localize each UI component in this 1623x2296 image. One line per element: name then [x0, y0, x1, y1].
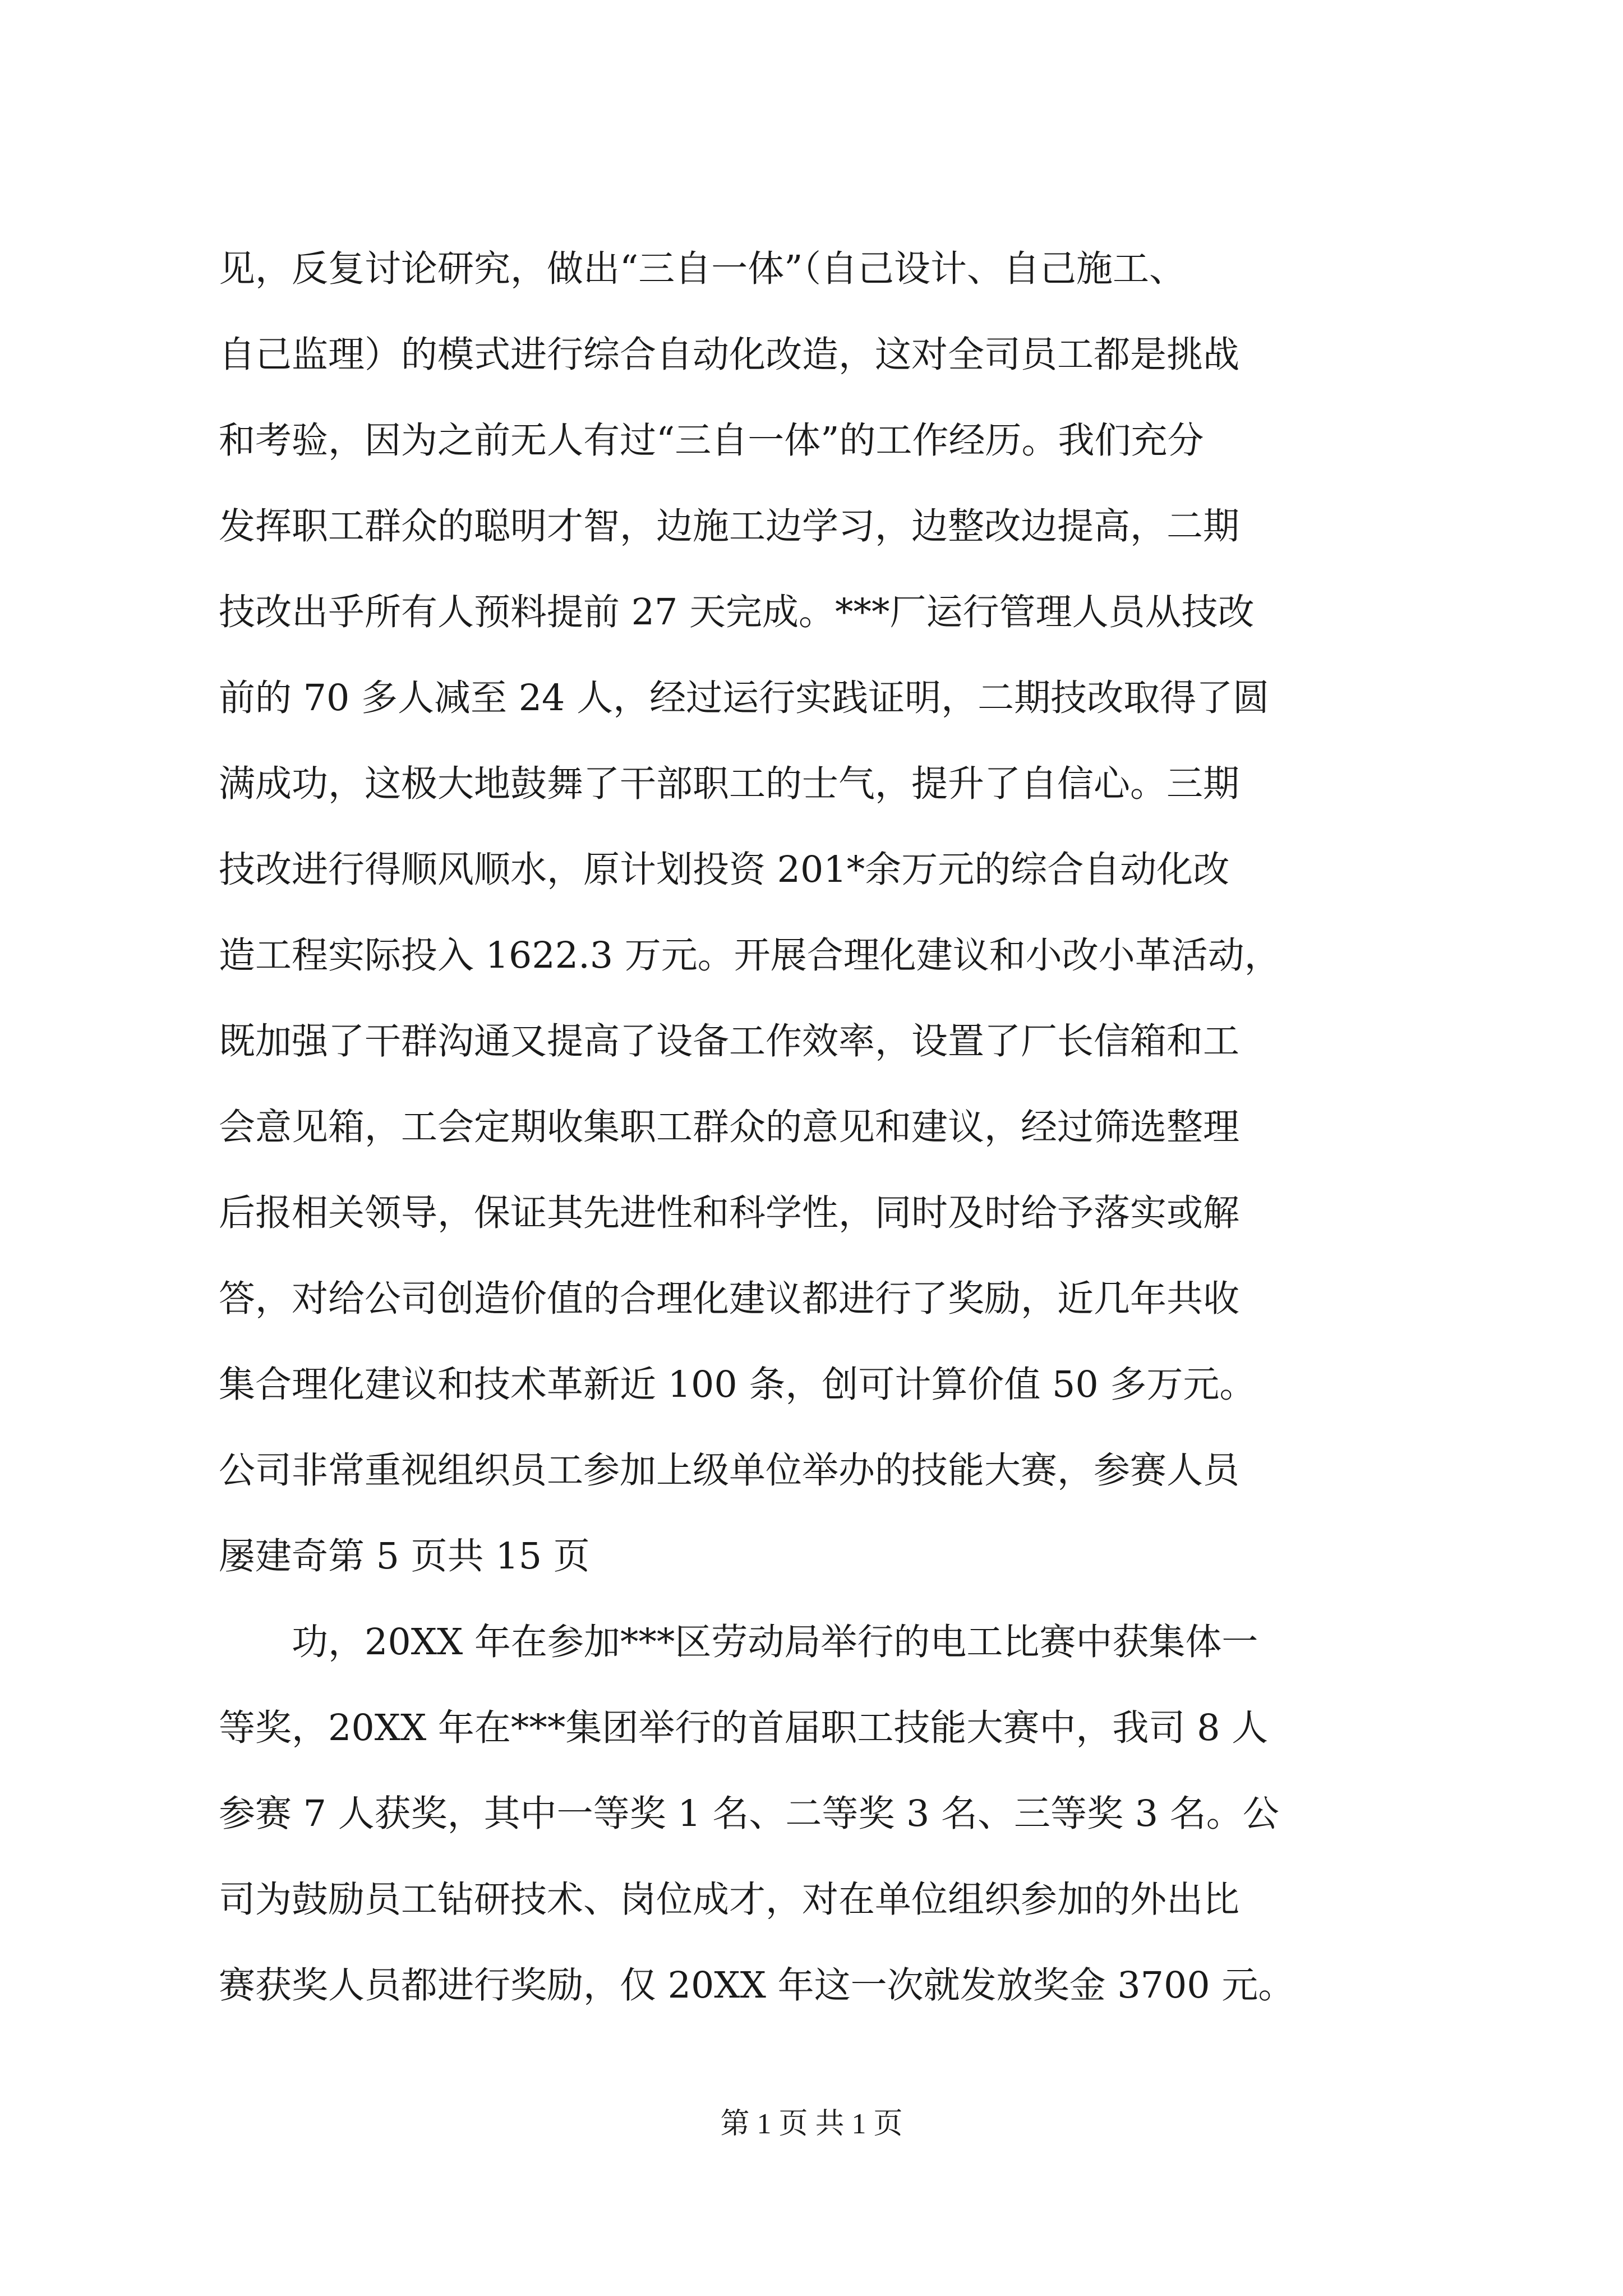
text-line: 技改出乎所有人预料提前 27 天完成。***厂运行管理人员从技改 [219, 591, 1255, 633]
text-line: 既加强了干群沟通又提高了设备工作效率，设置了厂长信箱和工 [219, 1020, 1240, 1062]
text-line: 和考验，因为之前无人有过“三自一体”的工作经历。我们充分 [219, 420, 1204, 462]
text-line: 造工程实际投入 1622.3 万元。开展合理化建议和小改小革活动， [219, 935, 1281, 977]
text-line: 前的 70 多人减至 24 人，经过运行实践证明，二期技改取得了圆 [219, 677, 1270, 719]
text-line: 答，对给公司创造价值的合理化建议都进行了奖励，近几年共收 [219, 1278, 1240, 1320]
paragraph-first-line: 功，20XX 年在参加***区劳动局举行的电工比赛中获集体一 [292, 1621, 1258, 1663]
text-line: 自己监理）的模式进行综合自动化改造，这对全司员工都是挑战 [219, 334, 1240, 376]
text-line: 等奖，20XX 年在***集团举行的首届职工技能大赛中，我司 8 人 [219, 1707, 1269, 1749]
text-line: 发挥职工群众的聪明才智，边施工边学习，边整改边提高，二期 [219, 505, 1240, 547]
text-line: 赛获奖人员都进行奖励，仅 20XX 年这一次就发放奖金 3700 元。 [219, 1964, 1295, 2007]
text-line: 满成功，这极大地鼓舞了干部职工的士气，提升了自信心。三期 [219, 763, 1240, 805]
text-line: 集合理化建议和技术革新近 100 条，创可计算价值 50 多万元。 [219, 1364, 1256, 1406]
text-line: 会意见箱，工会定期收集职工群众的意见和建议，经过筛选整理 [219, 1106, 1240, 1148]
text-line: 见，反复讨论研究，做出“三自一体”（自己设计、自己施工、 [219, 248, 1186, 290]
text-line: 司为鼓励员工钻研技术、岗位成才，对在单位组织参加的外出比 [219, 1879, 1240, 1921]
text-line: 参赛 7 人获奖，其中一等奖 1 名、二等奖 3 名、三等奖 3 名。公 [219, 1793, 1279, 1835]
text-line: 技改进行得顺风顺水，原计划投资 201*余万元的综合自动化改 [219, 849, 1230, 891]
text-line: 屡建奇第 5 页共 15 页 [219, 1535, 590, 1577]
page-footer: 第 1 页 共 1 页 [720, 2108, 903, 2140]
text-line: 后报相关领导，保证其先进性和科学性，同时及时给予落实或解 [219, 1192, 1240, 1234]
text-line: 公司非常重视组织员工参加上级单位举办的技能大赛，参赛人员 [219, 1450, 1240, 1492]
